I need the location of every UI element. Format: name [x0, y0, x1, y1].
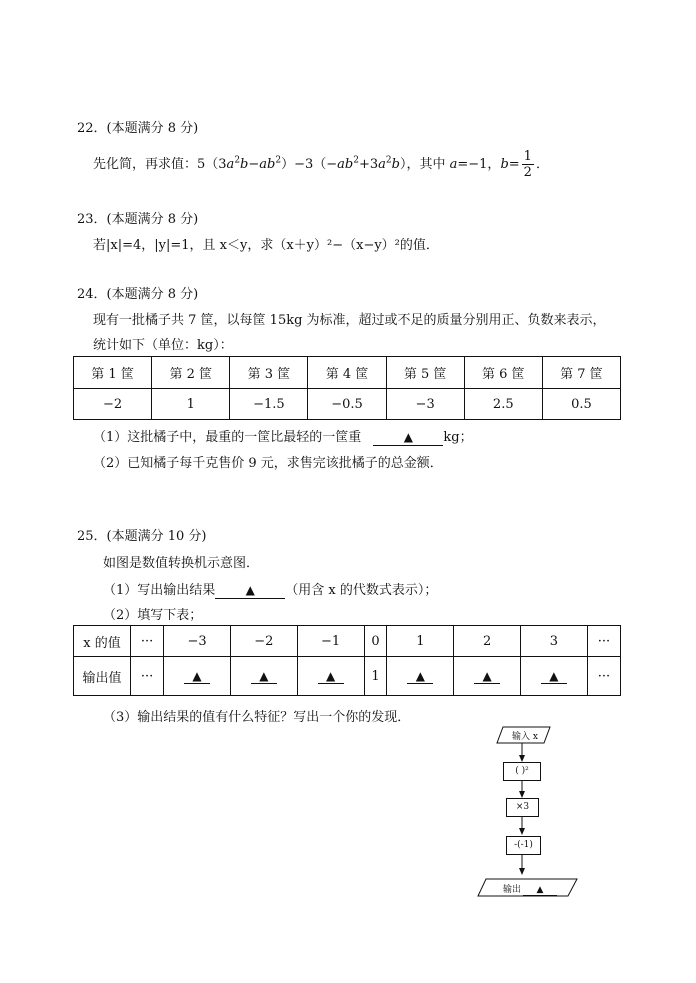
q25-table: [73, 625, 621, 696]
table-cell: [387, 657, 454, 696]
table-cell: [454, 657, 521, 696]
table-cell: ···: [131, 626, 164, 657]
q22-text: 先化简，再求值：$5(3a^2b-ab^2)-3(-ab^2+3a^2b)$，其中 a=−1，b= $\frac{1}{2}$ ．: [93, 149, 549, 180]
table-header-cell: 第 4 筐: [308, 357, 386, 389]
table-cell: −3: [164, 626, 231, 657]
table-cell: 0.5: [542, 389, 620, 420]
q24-sub2: （2）已知橘子每千克售价 9 元，求售完该批橘子的总金额．: [93, 456, 443, 471]
flow-minus-box: -(-1): [506, 836, 541, 855]
table-cell: 3: [521, 626, 588, 657]
row-label: 输出值: [74, 657, 131, 696]
table-header-cell: 第 6 筐: [464, 357, 542, 389]
q25-sub2: （2）填写下表；: [103, 608, 203, 623]
table-cell: −0.5: [308, 389, 386, 420]
triangle-marker-icon: ▲: [536, 885, 544, 895]
q23-header: 23．(本题满分 8 分): [77, 212, 199, 227]
fraction-one-half: $\frac{1}{2}$: [523, 149, 532, 180]
table-cell: [521, 657, 588, 696]
table-cell: [230, 657, 297, 696]
triangle-marker-icon[interactable]: ▲: [407, 669, 433, 684]
q24-table: [73, 356, 621, 420]
table-cell: −2: [74, 389, 152, 420]
table-cell: 1: [364, 657, 387, 696]
triangle-marker-icon: ▲: [245, 583, 255, 597]
table-cell: 2.5: [464, 389, 542, 420]
flow-square-box: ( )²: [503, 762, 541, 781]
row-label: x 的值: [74, 626, 131, 657]
q25-sub3: （3）输出结果的值有什么特征？写出一个你的发现．: [103, 710, 411, 725]
triangle-marker-icon: ▲: [403, 430, 414, 444]
flow-times3-box: ×3: [506, 798, 539, 817]
table-cell: −3: [386, 389, 464, 420]
q24-line1: 现有一批橘子共 7 筐，以每筐 15kg 为标准，超过或不足的质量分别用正、负数来表示，: [93, 313, 606, 328]
q25-intro: 如图是数值转换机示意图．: [103, 556, 260, 571]
table-cell: 2: [454, 626, 521, 657]
triangle-marker-icon[interactable]: ▲: [184, 669, 210, 684]
table-cell: [164, 657, 231, 696]
answer-blank[interactable]: [373, 430, 443, 446]
triangle-marker-icon[interactable]: ▲: [318, 669, 344, 684]
q22-header: 22．(本题满分 8 分): [77, 121, 199, 136]
triangle-marker-icon[interactable]: ▲: [474, 669, 500, 684]
table-header-cell: 第 1 筐: [74, 357, 152, 389]
table-cell: 1: [152, 389, 230, 420]
q25-header: 25．(本题满分 10 分): [77, 529, 207, 544]
table-header-cell: 第 7 筐: [542, 357, 620, 389]
flow-output: 输出 ▲: [490, 882, 570, 896]
triangle-marker-icon[interactable]: ▲: [251, 669, 277, 684]
table-cell: −1.5: [230, 389, 308, 420]
table-header-cell: 第 5 筐: [386, 357, 464, 389]
table-cell: [297, 657, 364, 696]
table-cell: ···: [587, 657, 620, 696]
q23-text: 若|x|=4，|y|=1，且 x＜y，求（x＋y）²−（x−y）²的值．: [93, 238, 439, 253]
table-cell: −2: [230, 626, 297, 657]
triangle-marker-icon[interactable]: ▲: [541, 669, 567, 684]
table-cell: ···: [587, 626, 620, 657]
table-cell: −1: [297, 626, 364, 657]
flow-input: 输入 x: [512, 732, 538, 742]
q25-sub1: （1）写出输出结果 ▲ （用含 x 的代数式表示）；: [103, 583, 438, 598]
table-cell: 1: [387, 626, 454, 657]
table-header-cell: 第 2 筐: [152, 357, 230, 389]
answer-blank[interactable]: [215, 583, 285, 599]
table-cell: ···: [131, 657, 164, 696]
table-header-cell: 第 3 筐: [230, 357, 308, 389]
q24-line2: 统计如下（单位：kg）：: [93, 338, 233, 353]
table-cell: 0: [364, 626, 387, 657]
q24-sub1: （1）这批橘子中，最重的一筐比最轻的一筐重 ▲ kg；: [93, 430, 473, 445]
q24-header: 24．(本题满分 8 分): [77, 287, 199, 302]
